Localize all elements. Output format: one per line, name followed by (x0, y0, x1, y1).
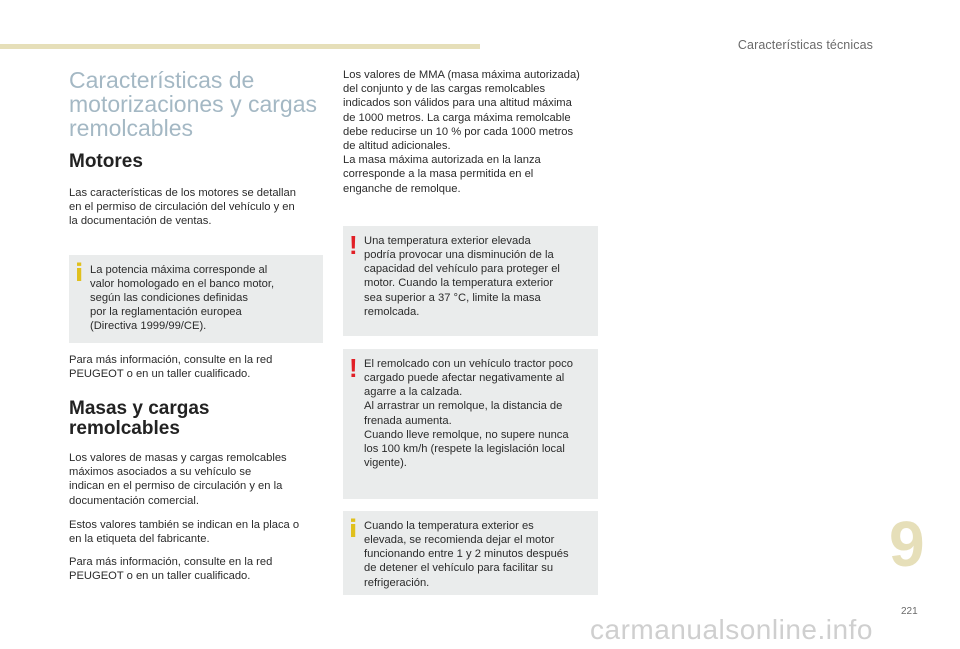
info-box-text: Cuando la temperatura exterior es elevada, se recomienda dejar el motor funcionando entre 1 y 2 minutos después de detener el vehículo para facilitar su refrigeración. (364, 519, 569, 589)
info-box-cooling (343, 511, 598, 595)
more-info-paragraph: Para más información, consulte en la red PEUGEOT o en un taller cualificado. (69, 353, 273, 380)
warning-box-text: Una temperatura exterior elevada podría provocar una disminución de la capacidad del vehículo para proteger el motor. Cuando la temperatura exterior sea superior a 37 °C, limite la masa remolcada. (364, 234, 560, 318)
masas-paragraph: Los valores de masas y cargas remolcables máximos asociados a su vehículo se indican en el permiso de circulación y en la documentación comercial. (69, 452, 287, 507)
warning-box-text: El remolcado con un vehículo tractor poco cargado puede afectar negativamente al agarre a la calzada. Al arrastrar un remolque, la distancia de frenada aumenta. Cuando lleve remolque, no supere nunca los 100 km/h (respete la legislación local vigente). (364, 357, 573, 470)
chapter-number: 9 (889, 508, 925, 580)
top-accent-bar (0, 44, 480, 49)
warning-box-temperature (343, 226, 598, 336)
page-title: Características de motorizaciones y cargas remolcables (69, 67, 317, 141)
info-icon: i (75, 258, 84, 287)
motores-paragraph: Las características de los motores se detallan en el permiso de circulación del vehículo y en la documentación de ventas. (69, 187, 296, 228)
warning-icon: ! (349, 229, 358, 260)
info-box-potencia (69, 255, 323, 343)
left-column (69, 68, 324, 584)
watermark: carmanualsonline.info (590, 614, 873, 645)
mma-paragraph: Los valores de MMA (masa máxima autorizada) del conjunto y de las cargas remolcables indicados son válidos para una altitud máxima de 1000 metros. La carga máxima remolcable debe reducirse un 10 % por cada 1000 metros de altitud adicionales. La masa máxima autorizada en la lanza corresponde a la masa permitida en el enganche de remolque. (343, 69, 580, 195)
right-column (343, 68, 599, 595)
warning-icon: ! (349, 352, 358, 383)
section-header: Características técnicas (737, 38, 873, 52)
warning-box-towing (343, 349, 598, 499)
info-icon: i (349, 514, 358, 543)
heading-motores: Motores (69, 151, 143, 172)
page-number: 221 (901, 606, 918, 617)
info-box-text: La potencia máxima corresponde al valor homologado en el banco motor, según las condiciones definidas por la reglamentación europea (Directiva 1999/99/CE). (90, 263, 275, 333)
more-info-paragraph-2: Para más información, consulte en la red PEUGEOT o en un taller cualificado. (69, 556, 273, 583)
heading-masas: Masas y cargas remolcables (69, 398, 210, 440)
placa-paragraph: Estos valores también se indican en la placa o en la etiqueta del fabricante. (69, 518, 300, 546)
